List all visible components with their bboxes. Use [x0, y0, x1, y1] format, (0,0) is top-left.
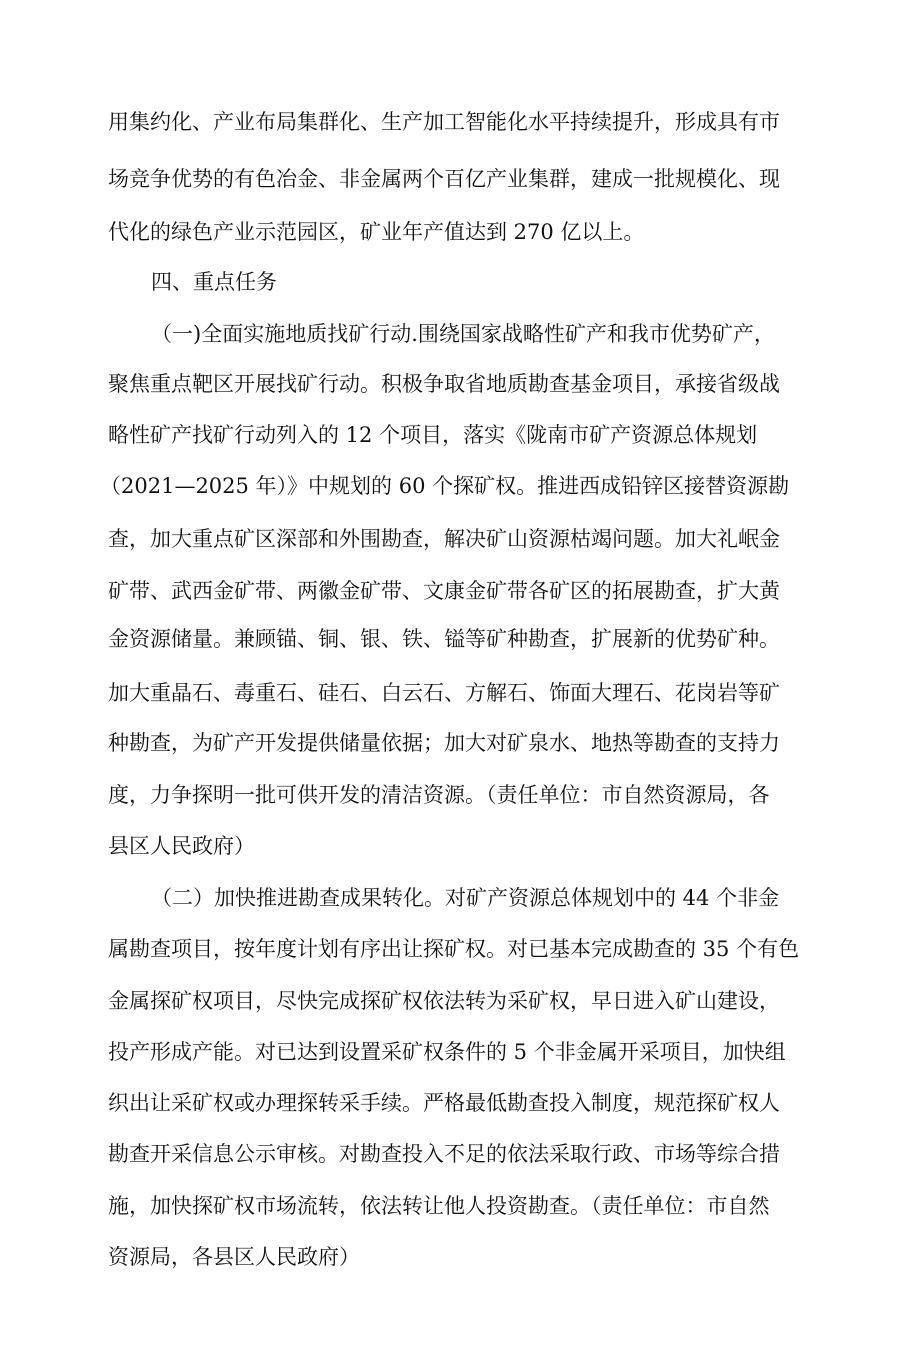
line-02: 场竞争优势的有色冶金、非金属两个百亿产业集群，建成一批规模化、现: [108, 167, 780, 191]
line-20: 织出让采矿权或办理探转采手续。严格最低勘查投入制度，规范探矿权人: [108, 1091, 780, 1115]
line-17: 属勘查项目，按年度计划有序出让探矿权。对已基本完成勘查的 35 个有色: [108, 937, 800, 961]
line-09: 查，加大重点矿区深部和外围勘查，解决矿山资源枯竭问题。加大礼岷金: [108, 527, 780, 551]
line-06: 聚焦重点靶区开展找矿行动。积极争取省地质勘查基金项目，承接省级战: [108, 372, 780, 396]
line-01: 用集约化、产业布局集群化、生产加工智能化水平持续提升，形成具有市: [108, 110, 780, 134]
line-12: 加大重晶石、毒重石、硅石、白云石、方解石、饰面大理石、花岗岩等矿: [108, 681, 780, 705]
section-1-first-line: （一)全面实施地质找矿行动.围绕国家战略性矿产和我市优势矿产，: [151, 322, 775, 346]
line-18: 金属探矿权项目，尽快完成探矿权依法转为采矿权，早日进入矿山建设，: [108, 989, 780, 1013]
line-19: 投产形成产能。对已达到设置采矿权条件的 5 个非金属开采项目，加快组: [108, 1040, 786, 1064]
line-14: 度，力争探明一批可供开发的清洁资源。（责任单位：市自然资源局，各: [108, 783, 770, 807]
line-11: 金资源储量。兼顾锚、铜、银、铁、镒等矿种勘查，扩展新的优势矿种。: [108, 627, 780, 651]
section-2-first-line: （二）加快推进勘查成果转化。对矿产资源总体规划中的 44 个非金: [151, 886, 780, 910]
line-22: 施，加快探矿权市场流转，依法转让他人投资勘查。（责任单位：市自然: [108, 1194, 770, 1218]
line-15: 县区人民政府）: [108, 834, 255, 858]
line-10: 矿带、武西金矿带、两徽金矿带、文康金矿带各矿区的拓展勘查，扩大黄: [108, 579, 780, 603]
line-07: 略性矿产找矿行动列入的 12 个项目，落实《陇南市矿产资源总体规划: [108, 423, 758, 447]
heading-key-tasks: 四、重点任务: [151, 270, 277, 294]
line-13: 种勘查，为矿产开发提供储量依据；加大对矿泉水、地热等勘查的支持力: [108, 731, 780, 755]
line-21: 勘查开采信息公示审核。对勘查投入不足的依法采取行政、市场等综合措: [108, 1142, 780, 1166]
line-23: 资源局，各县区人民政府）: [108, 1245, 360, 1269]
line-08: （2021—2025 年）》中规划的 60 个探矿权。推进西成铅锌区接替资源勘: [100, 474, 790, 498]
line-03: 代化的绿色产业示范园区，矿业年产值达到 270 亿以上。: [108, 220, 645, 244]
